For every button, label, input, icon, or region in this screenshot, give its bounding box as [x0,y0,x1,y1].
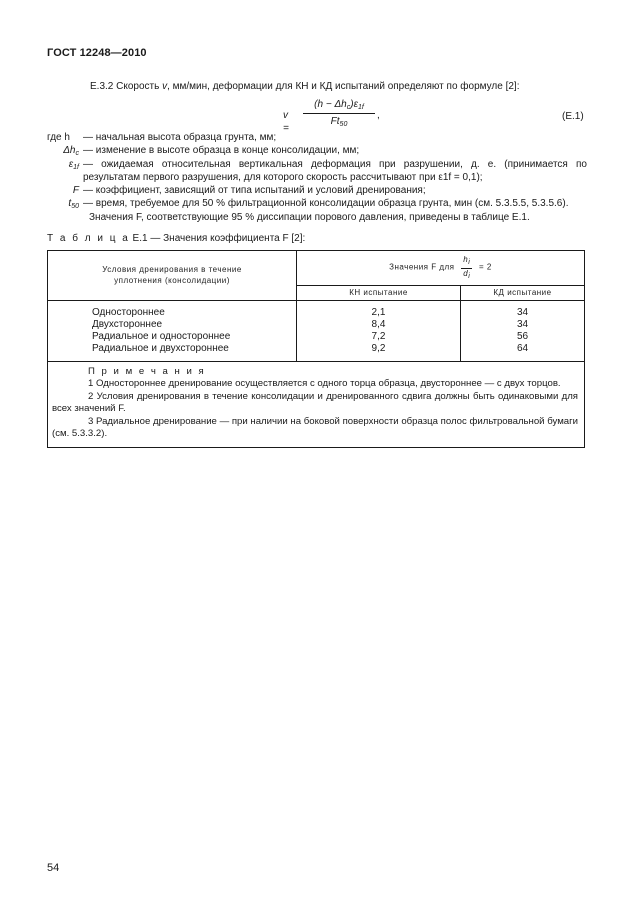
definition-row-dhc [47,144,587,158]
document-code-header: ГОСТ 12248—2010 [47,47,147,59]
definition-row-f [47,184,587,197]
definition-row-e1f [47,158,587,184]
kn-column [297,301,461,362]
definition-row-h [47,131,587,144]
definition-symbol: $\varepsilon_{1f}$ [68,159,79,172]
header-kd: КД испытание [461,286,585,301]
table-cell: 2,1 [371,307,386,318]
definition-row-t50 [47,197,587,211]
header-values-label: Значения F для [389,263,455,273]
page-number: 54 [47,862,60,874]
header-conditions: Условия дренирования в течение уплотнения (консолидации) [48,251,297,301]
equation-number: (Е.1) [562,111,584,122]
table-row: Одностороннее [92,307,165,318]
intro-rest: , мм/мин, деформации для КН и КД испытаний определяют по формуле [2]: [167,81,520,92]
formula-lhs: v = [283,110,289,134]
table-row: Радиальное и двухстороннее [92,343,229,354]
ratio-fraction: $\frac{hi}{di}$ [463,255,471,280]
definition-symbol: F [72,185,79,197]
values-note: Значения F, соответствующие 95 % диссипации порового давления, приведены в таблице Е.1. [89,212,530,224]
definition-text: — коэффициент, зависящий от типа испытаний и условий дренирования; [83,185,426,197]
definition-symbol: где h [47,132,70,143]
note-item: 2 Условия дренирования в течение консолидации и дренированного сдвига должны быть одинаковыми для всех значений F. [52,390,578,415]
formula-numerator: $(h - \Delta h_c)\varepsilon_{1f}$ [303,98,375,114]
table-caption-title: Е.1 — Значения коэффициента F [2]: [129,233,306,244]
table-cell: 34 [516,307,529,318]
table-cell: 8,4 [371,319,386,330]
notes-title: П р и м е ч а н и я [88,366,206,377]
table-caption-label: Т а б л и ц а [47,233,130,244]
intro-lead: Е.3.2 Скорость [90,81,163,92]
table-notes-row [48,362,585,448]
note-item: 3 Радиальное дренирование — при наличии на боковой поверхности образца полос фильтровальной бумаги (см. 5.3.3.2). [52,415,578,440]
header-values [297,251,585,286]
definition-symbol: $t_{50}$ [68,198,79,211]
table-cell: 56 [516,331,529,342]
table-caption [47,232,305,245]
table-body-row [48,301,585,362]
note-item: 1 Одностороннее дренирование осуществляется с одного торца образца, двустороннее — с двух торцов. [88,378,561,390]
table-e1 [47,250,585,448]
formula-comma: , [377,110,380,121]
formula-denominator: $Ft_{50}$ [330,116,348,129]
formula-fraction [303,98,375,129]
conditions-column [48,301,297,362]
table-cell: 64 [516,343,529,354]
table-cell: 34 [516,319,529,330]
definition-text: — время, требуемое для 50 % фильтрационной консолидации образца грунта, мин (см. 5.3.5.5, 5.3.5.6). [83,198,569,210]
definition-text: — ожидаемая относительная вертикальная деформация при разрушении, д. е. (принимается по результатам первого разрушения, для которого скорость рассчитывают при ε1f = 0,1); [83,159,587,184]
table-cell: 9,2 [371,343,386,354]
intro-symbol: v [162,81,168,92]
definitions-list [47,131,587,224]
ratio-value: = 2 [479,263,492,273]
coefficient-table [47,250,585,448]
definition-text: — начальная высота образца грунта, мм; [83,132,277,143]
table-row: Двухстороннее [92,319,163,330]
table-header-row [48,251,585,286]
kd-column [461,301,585,362]
table-cell: 7,2 [371,331,386,342]
intro-paragraph [90,80,590,93]
table-notes [48,362,585,448]
definition-text: — изменение в высоте образца в конце консолидации, мм; [83,145,360,156]
table-row: Радиальное и одностороннее [92,331,231,342]
definition-symbol: $\Delta h_c$ [63,145,79,157]
header-kn: КН испытание [297,286,461,301]
